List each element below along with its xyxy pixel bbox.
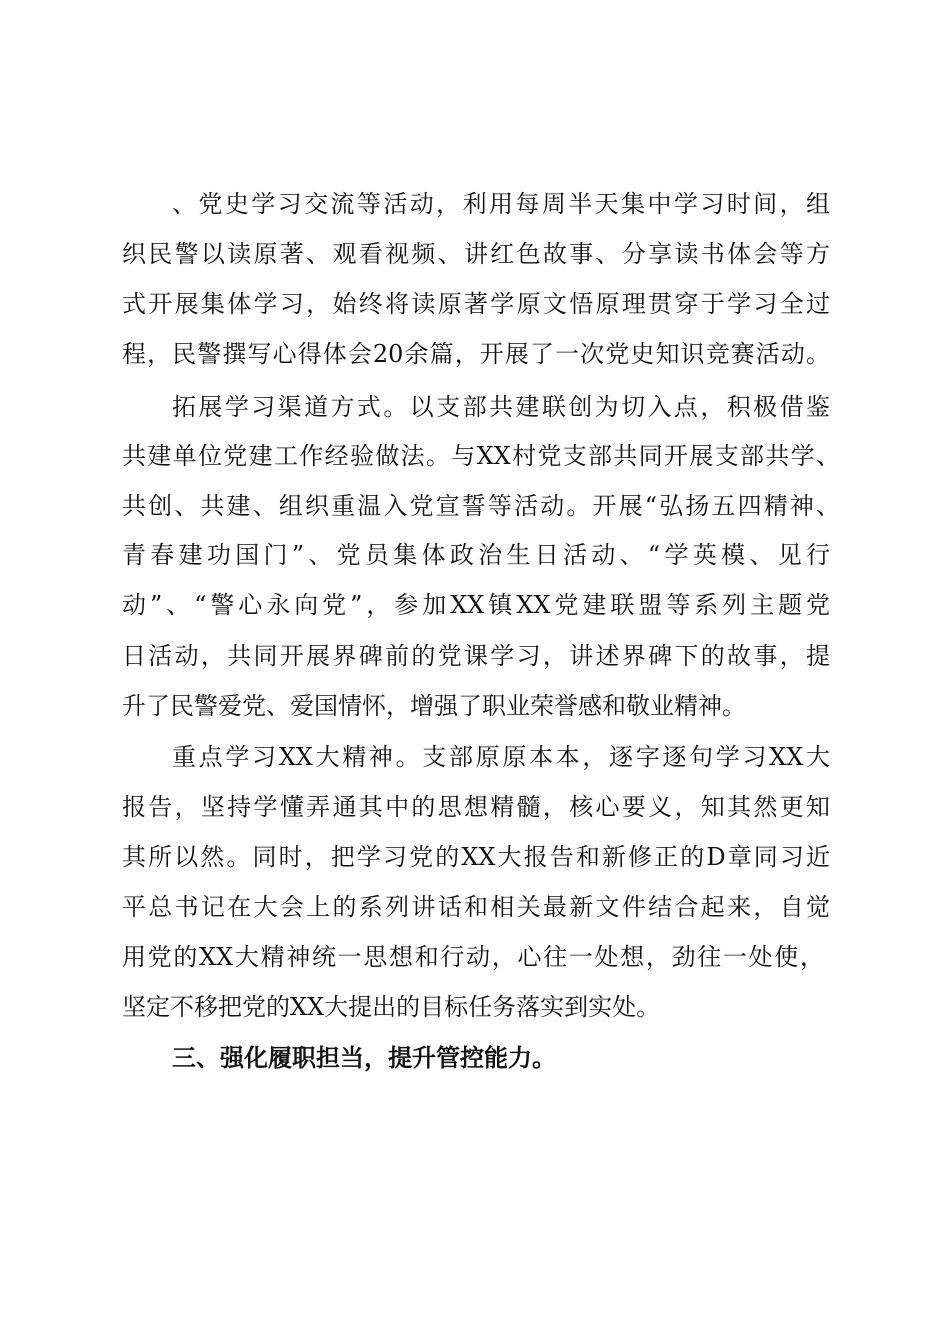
paragraph-3-line-1: 重点学习XX大精神。支部原原本本，逐字逐句学习XX大 [172,743,830,771]
paragraph-2-line-3: 共创、共建、组织重温入党宣誓等活动。开展“弘扬五四精神、 [122,492,840,520]
paragraph-3-line-4: 平总书记在大会上的系列讲话和相关最新文件结合起来，自觉 [122,893,830,921]
paragraph-1-line-3: 式开展集体学习，始终将读原著学原文悟原理贯穿于学习全过 [122,290,830,318]
paragraph-3-line-5: 用党的XX大精神统一思想和行动，心往一处想，劲往一处使， [122,943,824,971]
paragraph-2-line-5: 动”、“警心永向党”，参加XX镇XX党建联盟等系列主题党 [122,591,830,619]
paragraph-1-line-1: 、党史学习交流等活动，利用每周半天集中学习时间，组 [172,190,830,218]
paragraph-3-line-3: 其所以然。同时，把学习党的XX大报告和新修正的D章同习近 [122,843,830,871]
paragraph-2-line-1: 拓展学习渠道方式。以支部共建联创为切入点，积极借鉴 [172,393,830,421]
paragraph-2-line-4: 青春建功国门”、党员集体政治生日活动、“学英模、见行 [122,541,830,569]
paragraph-2-line-6: 日活动，共同开展界碑前的党课学习，讲述界碑下的故事，提 [122,642,830,670]
section-heading: 三、强化履职担当，提升管控能力。 [172,1044,556,1072]
paragraph-2-line-7: 升了民警爱党、爱国情怀，增强了职业荣誉感和敬业精神。 [122,692,746,720]
paragraph-1-line-4: 程，民警撰写心得体会20余篇，开展了一次党史知识竞赛活动。 [122,340,830,368]
paragraph-3-line-6: 坚定不移把党的XX大提出的目标任务落实到实处。 [122,993,661,1021]
paragraph-3-line-2: 报告，坚持学懂弄通其中的思想精髓，核心要义，知其然更知 [122,793,830,821]
paragraph-1-line-2: 织民警以读原著、观看视频、讲红色故事、分享读书体会等方 [122,240,830,268]
paragraph-2-line-2: 共建单位党建工作经验做法。与XX村党支部共同开展支部共学、 [122,442,840,470]
